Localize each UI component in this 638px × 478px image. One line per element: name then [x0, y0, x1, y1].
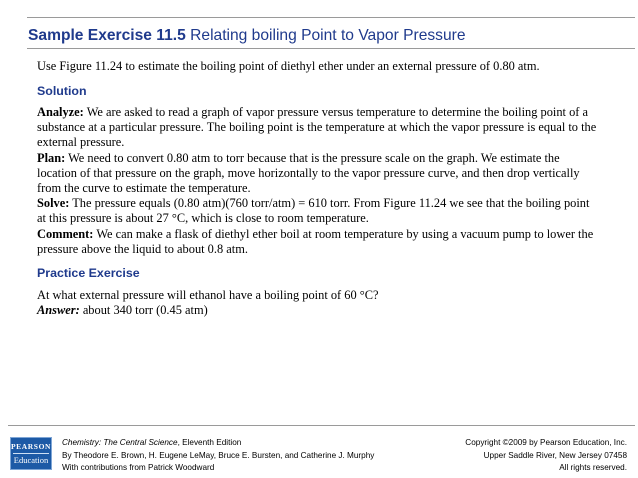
plan-paragraph [37, 151, 597, 197]
analyze-label: Analyze: [37, 105, 84, 119]
pearson-logo [10, 437, 52, 470]
plan-text: We need to convert 0.80 atm to torr because that is the pressure scale on the graph. We estimate the location of that pressure on the graph, move horizontally to the vapor pressure curve, and then drop vertically from the curve to estimate the temperature. [37, 150, 580, 196]
rights-line: All rights reserved. [559, 463, 627, 473]
book-title: Chemistry: The Central Science [62, 438, 178, 447]
contributions-line: With contributions from Patrick Woodward [62, 463, 215, 473]
authors-line: By Theodore E. Brown, H. Eugene LeMay, Bruce E. Bursten, and Catherine J. Murphy [62, 450, 375, 460]
title-divider [27, 48, 635, 49]
publisher-location-line: Upper Saddle River, New Jersey 07458 [483, 450, 627, 460]
solution-heading: Solution [37, 84, 87, 98]
analyze-text: We are asked to read a graph of vapor pressure versus temperature to determine the boiling point of a substance at a particular pressure. The boiling point is the temperature at which the vapor pressure is equal to the external pressure. [37, 105, 597, 150]
analyze-paragraph [37, 105, 597, 151]
practice-answer [37, 303, 597, 318]
book-edition: , Eleventh Edition [177, 438, 242, 447]
logo-wordmark-top: PEARSON [10, 441, 52, 451]
logo-wordmark-bottom: Education [13, 454, 49, 465]
comment-paragraph [37, 227, 597, 257]
comment-text: We can make a flask of diethyl ether boil at room temperature by using a vacuum pump to lower the pressure above the liquid to about 0.8 atm. [37, 226, 594, 256]
practice-question: At what external pressure will ethanol have a boiling point of 60 °C? [37, 288, 379, 302]
solution-body [37, 105, 597, 257]
solve-text: The pressure equals (0.80 atm)(760 torr/atm) = 610 torr. From Figure 11.24 we see that the boiling point at this pressure is about 27 °C, which is close to room temperature. [37, 196, 590, 226]
comment-label: Comment: [37, 226, 94, 241]
logo-divider [13, 453, 49, 454]
solve-label: Solve: [37, 196, 70, 211]
exercise-title: Relating boiling Point to Vapor Pressure [190, 27, 466, 44]
problem-statement: Use Figure 11.24 to estimate the boiling point of diethyl ether under an external pressure of 0.80 atm. [37, 59, 540, 73]
footer-citation [62, 437, 374, 475]
book-line [62, 437, 374, 450]
footer-copyright [465, 437, 627, 475]
footer-divider [8, 425, 635, 426]
copyright-line: Copyright ©2009 by Pearson Education, Inc. [465, 438, 627, 447]
plan-label: Plan: [37, 150, 66, 165]
exercise-label: Sample Exercise 11.5 [28, 27, 186, 44]
top-divider [27, 17, 635, 18]
answer-text: about 340 torr (0.45 atm) [82, 303, 208, 318]
practice-heading: Practice Exercise [37, 266, 140, 280]
practice-body [37, 288, 597, 318]
slide-title [28, 27, 633, 45]
answer-label: Answer: [37, 303, 80, 318]
solve-paragraph [37, 196, 597, 226]
